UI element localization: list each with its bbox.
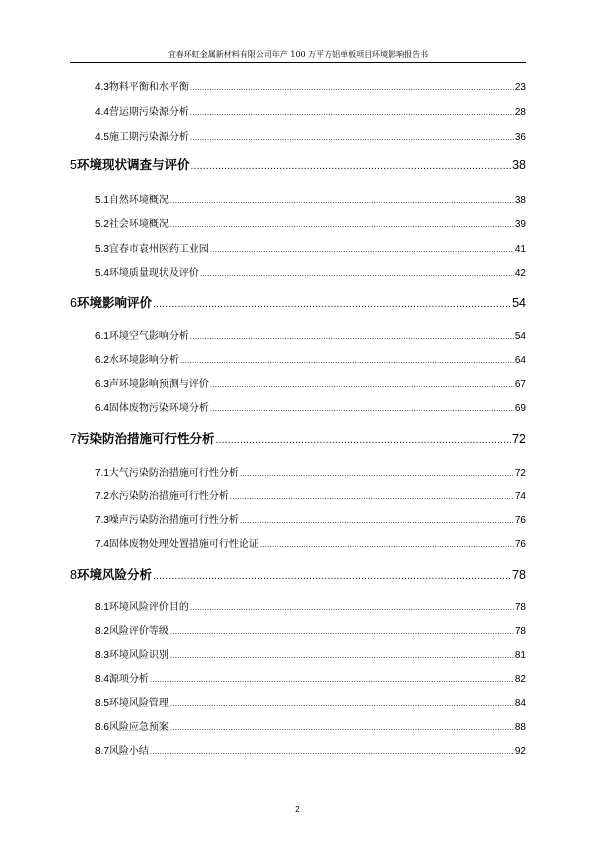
toc-dot-leader	[260, 541, 514, 549]
toc-dot-leader	[215, 436, 511, 446]
toc-entry-number: 6.4	[95, 403, 109, 414]
toc-entry-number: 7.3	[95, 515, 109, 526]
toc-dot-leader	[190, 84, 514, 92]
toc-entry-title: 风险评价等级	[108, 626, 169, 637]
toc-entry-page: 74	[514, 491, 526, 502]
toc-section-entry[interactable]	[95, 718, 526, 733]
toc-section-entry[interactable]	[95, 351, 526, 366]
toc-dot-leader	[170, 652, 514, 660]
toc-entry-number: 8.2	[95, 626, 109, 637]
toc-entry-number: 8.5	[95, 698, 109, 709]
toc-entry-title: 大气污染防治措施可行性分析	[108, 468, 239, 479]
toc-dot-leader	[210, 381, 514, 389]
toc-entry-page: 81	[514, 650, 526, 661]
toc-entry-number: 6	[70, 296, 77, 310]
toc-entry-page: 76	[514, 539, 526, 550]
toc-dot-leader	[190, 109, 514, 117]
toc-dot-leader	[200, 270, 514, 278]
toc-entry-page: 38	[512, 158, 526, 172]
toc-dot-leader	[240, 470, 514, 478]
toc-entry-page: 38	[514, 195, 526, 206]
toc-section-entry[interactable]	[95, 646, 526, 661]
toc-section-entry[interactable]	[95, 694, 526, 709]
toc-section-entry[interactable]	[95, 128, 526, 143]
toc-section-entry[interactable]	[95, 375, 526, 390]
toc-dot-leader	[190, 333, 514, 341]
toc-entry-number: 7.1	[95, 468, 109, 479]
page-header: 宜春环虹金属新材料有限公司年产 100 万平方铝单板项目环境影响报告书	[167, 50, 429, 59]
toc-entry-number: 5.2	[95, 219, 109, 230]
toc-entry-title: 物料平衡和水平衡	[108, 82, 189, 93]
toc-entry-number: 4.3	[95, 82, 109, 93]
toc-dot-leader	[170, 700, 514, 708]
toc-entry-number: 6.2	[95, 355, 109, 366]
toc-entry-title: 源项分析	[108, 674, 149, 685]
toc-dot-leader	[190, 162, 511, 172]
toc-entry-page: 72	[512, 432, 526, 446]
toc-section-entry[interactable]	[95, 78, 526, 93]
toc-entry-number: 8.4	[95, 674, 109, 685]
toc-entry-page: 54	[512, 296, 526, 310]
toc-entry-number: 7.2	[95, 491, 109, 502]
toc-entry-page: 84	[514, 698, 526, 709]
toc-dot-leader	[170, 724, 514, 732]
page-number: 2	[295, 805, 300, 814]
toc-dot-leader	[210, 405, 514, 413]
toc-entry-title: 污染防治措施可行性分析	[76, 431, 215, 446]
toc-section-entry[interactable]	[95, 511, 526, 526]
toc-entry-title: 宜春市袁州医药工业园	[108, 244, 209, 255]
toc-entry-title: 风险应急预案	[108, 722, 169, 733]
toc-entry-number: 5.3	[95, 244, 109, 255]
toc-entry-page: 41	[514, 244, 526, 255]
toc-entry-title: 社会环境概况	[108, 219, 169, 230]
toc-entry-page: 82	[514, 674, 526, 685]
toc-chapter-entry[interactable]	[70, 155, 526, 173]
toc-dot-leader	[230, 493, 514, 501]
toc-section-entry[interactable]	[95, 622, 526, 637]
toc-entry-number: 8.1	[95, 602, 109, 613]
toc-entry-title: 环境风险评价目的	[108, 602, 189, 613]
toc-entry-number: 5	[70, 158, 77, 172]
toc-section-entry[interactable]	[95, 742, 526, 757]
toc-dot-leader	[153, 572, 511, 582]
toc-section-entry[interactable]	[95, 215, 526, 230]
toc-entry-number: 8.6	[95, 722, 109, 733]
toc-dot-leader	[153, 300, 511, 310]
toc-entry-title: 环境风险识别	[108, 650, 169, 661]
toc-entry-title: 环境风险管理	[108, 698, 169, 709]
toc-entry-page: 42	[514, 268, 526, 279]
toc-dot-leader	[190, 604, 514, 612]
toc-entry-title: 风险小结	[108, 746, 149, 757]
toc-entry-title: 自然环境概况	[108, 195, 169, 206]
toc-entry-page: 23	[514, 82, 526, 93]
toc-section-entry[interactable]	[95, 598, 526, 613]
toc-entry-title: 环境风险分析	[76, 567, 152, 582]
toc-entry-title: 营运期污染源分析	[108, 107, 189, 118]
toc-entry-title: 固体废物污染环境分析	[108, 403, 209, 414]
toc-entry-number: 6.1	[95, 331, 109, 342]
toc-entry-page: 72	[514, 468, 526, 479]
toc-dot-leader	[170, 197, 514, 205]
toc-dot-leader	[150, 748, 514, 756]
toc-section-entry[interactable]	[95, 670, 526, 685]
toc-dot-leader	[180, 357, 514, 365]
toc-entry-page: 78	[514, 602, 526, 613]
toc-dot-leader	[240, 517, 514, 525]
toc-entry-page: 54	[514, 331, 526, 342]
toc-entry-title: 施工期污染源分析	[108, 132, 189, 143]
toc-section-entry[interactable]	[95, 327, 526, 342]
toc-section-entry[interactable]	[95, 240, 526, 255]
toc-chapter-entry[interactable]	[70, 565, 526, 583]
toc-dot-leader	[190, 134, 514, 142]
toc-entry-title: 环境质量现状及评价	[108, 268, 199, 279]
toc-chapter-entry[interactable]	[70, 293, 526, 311]
toc-entry-number: 6.3	[95, 379, 109, 390]
toc-section-entry[interactable]	[95, 464, 526, 479]
toc-dot-leader	[170, 628, 514, 636]
toc-entry-page: 78	[514, 626, 526, 637]
toc-section-entry[interactable]	[95, 264, 526, 279]
toc-entry-title: 环境空气影响分析	[108, 331, 189, 342]
toc-section-entry[interactable]	[95, 399, 526, 414]
toc-entry-page: 64	[514, 355, 526, 366]
toc-entry-number: 5.1	[95, 195, 109, 206]
toc-entry-page: 28	[514, 107, 526, 118]
toc-entry-number: 7.4	[95, 539, 109, 550]
toc-entry-number: 4.4	[95, 107, 109, 118]
toc-entry-number: 8.3	[95, 650, 109, 661]
toc-section-entry[interactable]	[95, 487, 526, 502]
toc-entry-page: 92	[514, 746, 526, 757]
toc-entry-page: 69	[514, 403, 526, 414]
toc-dot-leader	[210, 246, 514, 254]
toc-entry-page: 78	[512, 568, 526, 582]
toc-entry-title: 水环境影响分析	[108, 355, 179, 366]
toc-entry-page: 67	[514, 379, 526, 390]
toc-entry-page: 36	[514, 132, 526, 143]
toc-entry-title: 固体废物处理处置措施可行性论证	[108, 539, 259, 550]
toc-entry-title: 声环境影响预测与评价	[108, 379, 209, 390]
toc-entry-page: 76	[514, 515, 526, 526]
toc-section-entry[interactable]	[95, 535, 526, 550]
toc-entry-page: 39	[514, 219, 526, 230]
toc-entry-title: 噪声污染防治措施可行性分析	[108, 515, 239, 526]
toc-dot-leader	[150, 676, 514, 684]
toc-entry-title: 环境现状调查与评价	[76, 157, 190, 172]
toc-section-entry[interactable]	[95, 191, 526, 206]
toc-entry-number: 5.4	[95, 268, 109, 279]
toc-entry-title: 水污染防治措施可行性分析	[108, 491, 229, 502]
toc-entry-number: 7	[70, 432, 77, 446]
toc-section-entry[interactable]	[95, 103, 526, 118]
toc-entry-number: 8.7	[95, 746, 109, 757]
toc-entry-title: 环境影响评价	[76, 295, 152, 310]
toc-entry-number: 8	[70, 568, 77, 582]
toc-entry-number: 4.5	[95, 132, 109, 143]
toc-dot-leader	[170, 221, 514, 229]
toc-entry-page: 88	[514, 722, 526, 733]
toc-chapter-entry[interactable]	[70, 429, 526, 447]
